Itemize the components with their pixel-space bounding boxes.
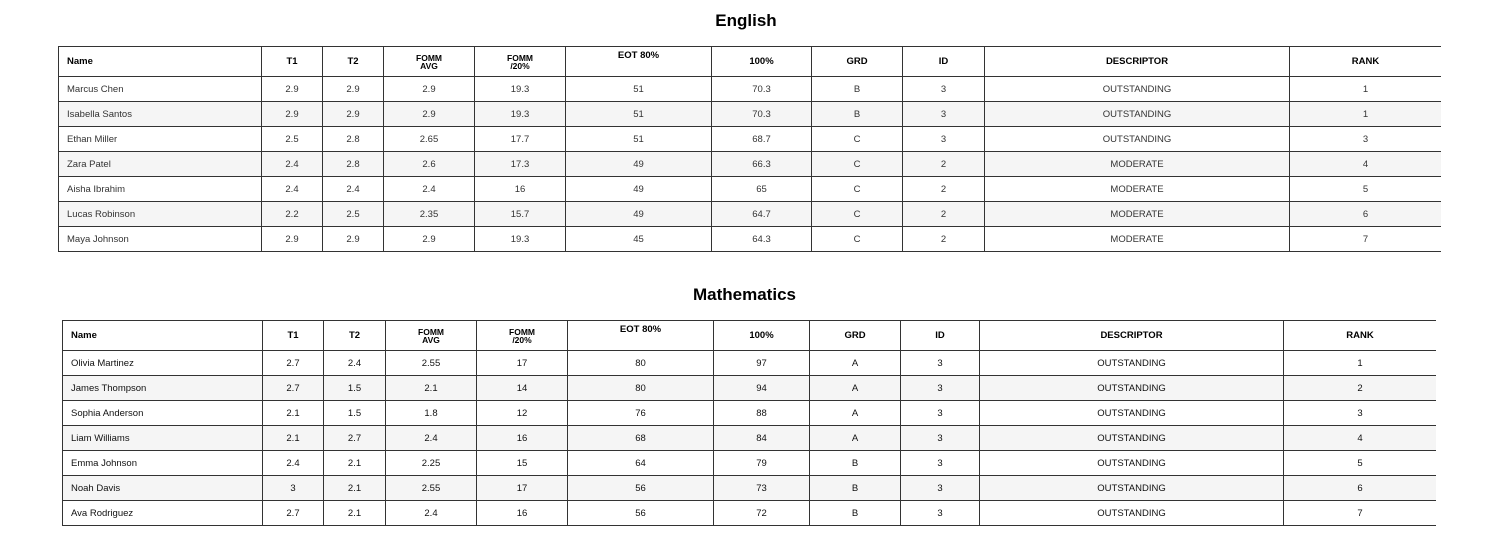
cell-eot-80: 51 [566,77,712,102]
cell-fomm-20: 16 [477,501,568,526]
cell-grd: B [812,102,903,127]
table-container [62,320,1436,546]
cell-fomm-20: 16 [477,426,568,451]
cell-eot-80: 45 [566,227,712,252]
cell-fomm-avg: 2.25 [386,451,477,476]
table-row [59,152,1442,177]
cell-id: 2 [903,177,985,202]
cell-name: James Thompson [63,376,263,401]
cell-descriptor: OUTSTANDING [980,476,1284,501]
cell-descriptor: MODERATE [985,177,1290,202]
cell-grd: B [810,501,901,526]
cell-t2: 2.1 [324,476,386,501]
cell-id: 3 [901,376,980,401]
column-header-t2: T2 [324,321,386,351]
column-header-100: 100% [714,321,810,351]
cell-id: 3 [901,426,980,451]
cell-grd: A [810,401,901,426]
table-body [63,351,1437,526]
column-header-name: Name [59,47,262,77]
cell-id: 3 [901,501,980,526]
cell-grd: A [810,426,901,451]
column-header-rank: RANK [1284,321,1437,351]
cell-name: Isabella Santos [59,102,262,127]
cell-id: 3 [903,102,985,127]
header-row [63,321,1437,351]
column-header-fomm-avg: FOMM AVG [386,321,477,351]
cell-t1: 2.7 [263,501,324,526]
cell-fomm-avg: 2.1 [386,376,477,401]
cell-grd: B [810,476,901,501]
cell-descriptor: OUTSTANDING [985,102,1290,127]
cell-t2: 2.5 [323,202,384,227]
header-row [59,47,1442,77]
cell-descriptor: OUTSTANDING [985,77,1290,102]
cell-name: Marcus Chen [59,77,262,102]
cell-fomm-20: 17.7 [475,127,566,152]
cell-t1: 2.9 [262,102,323,127]
cell-100: 73 [714,476,810,501]
english-section [0,10,1492,245]
cell-eot-80: 68 [568,426,714,451]
cell-t1: 2.2 [262,202,323,227]
column-header-fomm-avg: FOMM AVG [384,47,475,77]
cell-id: 2 [903,152,985,177]
cell-eot-80: 51 [566,102,712,127]
cell-t1: 2.4 [262,152,323,177]
cell-rank: 1 [1290,77,1442,102]
column-header-descriptor: DESCRIPTOR [980,321,1284,351]
cell-descriptor: OUTSTANDING [980,426,1284,451]
table-row [63,376,1437,401]
cell-t2: 1.5 [324,401,386,426]
cell-rank: 4 [1290,152,1442,177]
cell-t2: 2.9 [323,227,384,252]
cell-descriptor: OUTSTANDING [980,451,1284,476]
section-title: English [715,11,777,30]
cell-100: 68.7 [712,127,812,152]
cell-name: Lucas Robinson [59,202,262,227]
cell-fomm-avg: 2.35 [384,202,475,227]
cell-descriptor: MODERATE [985,152,1290,177]
cell-fomm-avg: 2.6 [384,152,475,177]
cell-fomm-20: 15.7 [475,202,566,227]
cell-rank: 2 [1284,376,1437,401]
cell-t2: 2.7 [324,426,386,451]
table-row [63,351,1437,376]
table-container [58,46,1441,263]
cell-100: 66.3 [712,152,812,177]
cell-100: 72 [714,501,810,526]
section-title: Mathematics [693,285,796,304]
column-header-grd: GRD [810,321,901,351]
column-header-fomm-20: FOMM /20% [477,321,568,351]
column-header-eot-80: EOT 80% [566,47,712,77]
cell-eot-80: 56 [568,501,714,526]
cell-id: 3 [901,401,980,426]
cell-rank: 3 [1290,127,1442,152]
cell-grd: B [812,77,903,102]
cell-t1: 2.9 [262,77,323,102]
cell-rank: 1 [1290,102,1442,127]
cell-id: 3 [901,351,980,376]
column-header-id: ID [901,321,980,351]
cell-descriptor: MODERATE [985,202,1290,227]
cell-descriptor: OUTSTANDING [980,401,1284,426]
cell-fomm-20: 19.3 [475,227,566,252]
cell-eot-80: 80 [568,351,714,376]
cell-100: 70.3 [712,77,812,102]
cell-rank: 3 [1284,401,1437,426]
cell-eot-80: 49 [566,152,712,177]
cell-t1: 2.1 [263,426,324,451]
table-row [59,227,1442,252]
cell-fomm-avg: 2.4 [386,426,477,451]
table-row [63,426,1437,451]
cell-rank: 5 [1284,451,1437,476]
mathematics-section [0,284,1492,519]
column-header-t2: T2 [323,47,384,77]
column-header-t1: T1 [262,47,323,77]
cell-rank: 5 [1290,177,1442,202]
table-row [63,451,1437,476]
table-row [59,102,1442,127]
cell-100: 94 [714,376,810,401]
cell-100: 88 [714,401,810,426]
cell-fomm-avg: 2.9 [384,77,475,102]
cell-fomm-20: 16 [475,177,566,202]
cell-100: 84 [714,426,810,451]
cell-100: 64.7 [712,202,812,227]
cell-t1: 2.5 [262,127,323,152]
cell-eot-80: 80 [568,376,714,401]
column-header-grd: GRD [812,47,903,77]
cell-t1: 2.1 [263,401,324,426]
column-header-eot-80: EOT 80% [568,321,714,351]
grades-table [62,320,1436,526]
cell-rank: 7 [1290,227,1442,252]
cell-id: 3 [903,127,985,152]
cell-fomm-avg: 2.65 [384,127,475,152]
table-row [59,202,1442,227]
cell-100: 65 [712,177,812,202]
column-header-t1: T1 [263,321,324,351]
cell-100: 70.3 [712,102,812,127]
cell-name: Ava Rodriguez [63,501,263,526]
cell-fomm-20: 17.3 [475,152,566,177]
cell-eot-80: 51 [566,127,712,152]
cell-fomm-20: 14 [477,376,568,401]
cell-t2: 2.9 [323,77,384,102]
cell-100: 64.3 [712,227,812,252]
cell-grd: A [810,351,901,376]
cell-t2: 2.8 [323,152,384,177]
cell-t2: 2.4 [323,177,384,202]
cell-rank: 7 [1284,501,1437,526]
cell-descriptor: OUTSTANDING [985,127,1290,152]
table-row [59,77,1442,102]
cell-t1: 2.9 [262,227,323,252]
cell-name: Liam Williams [63,426,263,451]
cell-descriptor: MODERATE [985,227,1290,252]
cell-rank: 1 [1284,351,1437,376]
cell-name: Emma Johnson [63,451,263,476]
cell-grd: C [812,127,903,152]
cell-fomm-avg: 1.8 [386,401,477,426]
cell-t1: 3 [263,476,324,501]
cell-name: Noah Davis [63,476,263,501]
cell-grd: A [810,376,901,401]
cell-fomm-20: 15 [477,451,568,476]
cell-descriptor: OUTSTANDING [980,376,1284,401]
cell-eot-80: 49 [566,177,712,202]
cell-t2: 2.9 [323,102,384,127]
cell-id: 3 [901,476,980,501]
cell-name: Zara Patel [59,152,262,177]
cell-t1: 2.7 [263,376,324,401]
column-header-rank: RANK [1290,47,1442,77]
table-row [59,127,1442,152]
cell-eot-80: 64 [568,451,714,476]
cell-id: 2 [903,202,985,227]
table-row [63,476,1437,501]
cell-grd: B [810,451,901,476]
table-body [59,77,1442,252]
grades-table [58,46,1441,252]
cell-name: Olivia Martinez [63,351,263,376]
cell-t2: 2.4 [324,351,386,376]
cell-fomm-avg: 2.55 [386,476,477,501]
cell-fomm-avg: 2.4 [386,501,477,526]
cell-fomm-20: 12 [477,401,568,426]
column-header-descriptor: DESCRIPTOR [985,47,1290,77]
table-row [63,401,1437,426]
cell-eot-80: 76 [568,401,714,426]
cell-descriptor: OUTSTANDING [980,501,1284,526]
cell-t1: 2.7 [263,351,324,376]
cell-100: 79 [714,451,810,476]
cell-t1: 2.4 [263,451,324,476]
cell-fomm-20: 17 [477,351,568,376]
column-header-id: ID [903,47,985,77]
cell-name: Maya Johnson [59,227,262,252]
cell-t2: 1.5 [324,376,386,401]
cell-fomm-avg: 2.9 [384,227,475,252]
cell-eot-80: 56 [568,476,714,501]
cell-rank: 4 [1284,426,1437,451]
cell-t2: 2.1 [324,501,386,526]
cell-fomm-20: 19.3 [475,102,566,127]
cell-grd: C [812,202,903,227]
table-row [63,501,1437,526]
cell-t1: 2.4 [262,177,323,202]
cell-name: Aisha Ibrahim [59,177,262,202]
column-header-name: Name [63,321,263,351]
cell-rank: 6 [1284,476,1437,501]
cell-descriptor: OUTSTANDING [980,351,1284,376]
table-row [59,177,1442,202]
cell-grd: C [812,177,903,202]
cell-grd: C [812,227,903,252]
cell-t2: 2.8 [323,127,384,152]
cell-id: 3 [903,77,985,102]
cell-fomm-20: 19.3 [475,77,566,102]
column-header-fomm-20: FOMM /20% [475,47,566,77]
cell-eot-80: 49 [566,202,712,227]
cell-fomm-avg: 2.4 [384,177,475,202]
cell-name: Ethan Miller [59,127,262,152]
cell-grd: C [812,152,903,177]
column-header-100: 100% [712,47,812,77]
cell-100: 97 [714,351,810,376]
cell-fomm-avg: 2.9 [384,102,475,127]
cell-fomm-20: 17 [477,476,568,501]
cell-id: 2 [903,227,985,252]
cell-fomm-avg: 2.55 [386,351,477,376]
cell-name: Sophia Anderson [63,401,263,426]
cell-id: 3 [901,451,980,476]
cell-t2: 2.1 [324,451,386,476]
cell-rank: 6 [1290,202,1442,227]
